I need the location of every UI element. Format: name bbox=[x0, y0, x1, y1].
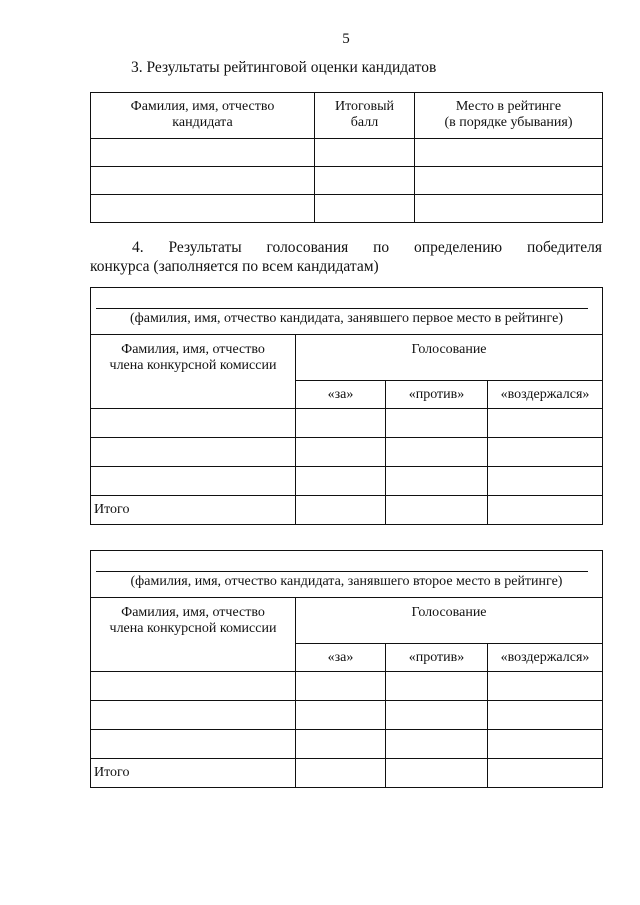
rating-cell-name[interactable] bbox=[91, 195, 315, 223]
vote-abstain-cell[interactable] bbox=[488, 730, 603, 759]
total-label: Итого bbox=[91, 496, 296, 525]
member-header bbox=[91, 598, 296, 672]
table-row bbox=[91, 409, 603, 438]
vote-against-cell[interactable] bbox=[386, 467, 488, 496]
rating-table bbox=[90, 92, 603, 223]
vote-for-cell[interactable] bbox=[296, 730, 386, 759]
member-header bbox=[91, 335, 296, 409]
section4-word: Результаты bbox=[168, 239, 242, 256]
vote-against-cell[interactable] bbox=[386, 701, 488, 730]
vote-against-cell[interactable] bbox=[386, 438, 488, 467]
candidate-caption: (фамилия, имя, отчество кандидата, занявшего первое место в рейтинге) bbox=[130, 311, 563, 326]
table-row bbox=[91, 195, 603, 223]
voting-header: Голосование bbox=[296, 598, 603, 644]
vote-option-against: «против» bbox=[386, 381, 488, 409]
section4-heading-line2: конкурса (заполняется по всем кандидатам) bbox=[90, 258, 379, 275]
vote-abstain-cell[interactable] bbox=[488, 438, 603, 467]
candidate-row bbox=[91, 551, 603, 598]
vote-for-cell[interactable] bbox=[296, 438, 386, 467]
total-label: Итого bbox=[91, 759, 296, 788]
member-header-line1: Фамилия, имя, отчество bbox=[121, 342, 265, 357]
vote-against-cell[interactable] bbox=[386, 409, 488, 438]
member-header-line2: члена конкурсной комиссии bbox=[109, 621, 277, 636]
voting-header: Голосование bbox=[296, 335, 603, 381]
table-row bbox=[91, 438, 603, 467]
vote-option-for: «за» bbox=[296, 644, 386, 672]
table-row bbox=[91, 701, 603, 730]
section4-heading-line1 bbox=[132, 239, 602, 257]
total-for-cell[interactable] bbox=[296, 759, 386, 788]
table-row bbox=[91, 467, 603, 496]
candidate-name-line bbox=[96, 571, 588, 572]
rating-cell-place[interactable] bbox=[415, 139, 603, 167]
rating-header-score bbox=[315, 93, 415, 139]
vote-abstain-cell[interactable] bbox=[488, 409, 603, 438]
rating-header-name bbox=[91, 93, 315, 139]
candidate-name-field[interactable] bbox=[91, 551, 603, 598]
vote-header-row bbox=[91, 598, 603, 644]
member-name-cell[interactable] bbox=[91, 409, 296, 438]
total-row bbox=[91, 759, 603, 788]
table-row bbox=[91, 730, 603, 759]
rating-header-place bbox=[415, 93, 603, 139]
rating-cell-place[interactable] bbox=[415, 167, 603, 195]
vote-header-row bbox=[91, 335, 603, 381]
total-abstain-cell[interactable] bbox=[488, 496, 603, 525]
rating-cell-score[interactable] bbox=[315, 195, 415, 223]
rating-header-score-line1: Итоговый bbox=[335, 99, 394, 114]
vote-for-cell[interactable] bbox=[296, 672, 386, 701]
rating-header-name-line1: Фамилия, имя, отчество bbox=[130, 99, 275, 114]
rating-header-place-line2: (в порядке убывания) bbox=[444, 115, 573, 130]
section4-word: победителя bbox=[526, 239, 603, 256]
vote-table-second-place bbox=[90, 550, 603, 788]
member-name-cell[interactable] bbox=[91, 672, 296, 701]
total-abstain-cell[interactable] bbox=[488, 759, 603, 788]
vote-abstain-cell[interactable] bbox=[488, 701, 603, 730]
rating-header-name-line2: кандидата bbox=[172, 115, 233, 130]
vote-table-first-place bbox=[90, 287, 603, 525]
vote-for-cell[interactable] bbox=[296, 701, 386, 730]
total-against-cell[interactable] bbox=[386, 759, 488, 788]
member-name-cell[interactable] bbox=[91, 438, 296, 467]
vote-against-cell[interactable] bbox=[386, 730, 488, 759]
total-row bbox=[91, 496, 603, 525]
rating-cell-score[interactable] bbox=[315, 167, 415, 195]
total-against-cell[interactable] bbox=[386, 496, 488, 525]
rating-cell-name[interactable] bbox=[91, 139, 315, 167]
section4-word: по bbox=[373, 239, 390, 256]
section4-word: 4. bbox=[132, 239, 144, 256]
section3-heading: 3. Результаты рейтинговой оценки кандидатов bbox=[131, 59, 437, 76]
candidate-caption: (фамилия, имя, отчество кандидата, занявшего второе место в рейтинге) bbox=[130, 574, 563, 589]
vote-against-cell[interactable] bbox=[386, 672, 488, 701]
section4-word: определению bbox=[414, 239, 503, 256]
vote-option-abstain: «воздержался» bbox=[488, 644, 603, 672]
section4-word: голосования bbox=[266, 239, 349, 256]
vote-for-cell[interactable] bbox=[296, 467, 386, 496]
vote-option-for: «за» bbox=[296, 381, 386, 409]
table-row bbox=[91, 167, 603, 195]
vote-option-abstain: «воздержался» bbox=[488, 381, 603, 409]
rating-header-score-line2: балл bbox=[350, 115, 379, 130]
table-row bbox=[91, 139, 603, 167]
vote-option-against: «против» bbox=[386, 644, 488, 672]
rating-header-row bbox=[91, 93, 603, 139]
member-header-line1: Фамилия, имя, отчество bbox=[121, 605, 265, 620]
table-row bbox=[91, 672, 603, 701]
candidate-name-field[interactable] bbox=[91, 288, 603, 335]
member-name-cell[interactable] bbox=[91, 467, 296, 496]
member-name-cell[interactable] bbox=[91, 701, 296, 730]
vote-abstain-cell[interactable] bbox=[488, 467, 603, 496]
vote-for-cell[interactable] bbox=[296, 409, 386, 438]
rating-cell-name[interactable] bbox=[91, 167, 315, 195]
page-number: 5 bbox=[342, 31, 350, 47]
total-for-cell[interactable] bbox=[296, 496, 386, 525]
rating-cell-score[interactable] bbox=[315, 139, 415, 167]
vote-abstain-cell[interactable] bbox=[488, 672, 603, 701]
rating-cell-place[interactable] bbox=[415, 195, 603, 223]
rating-header-place-line1: Место в рейтинге bbox=[455, 99, 562, 114]
candidate-name-line bbox=[96, 308, 588, 309]
candidate-row bbox=[91, 288, 603, 335]
member-name-cell[interactable] bbox=[91, 730, 296, 759]
member-header-line2: члена конкурсной комиссии bbox=[109, 358, 277, 373]
